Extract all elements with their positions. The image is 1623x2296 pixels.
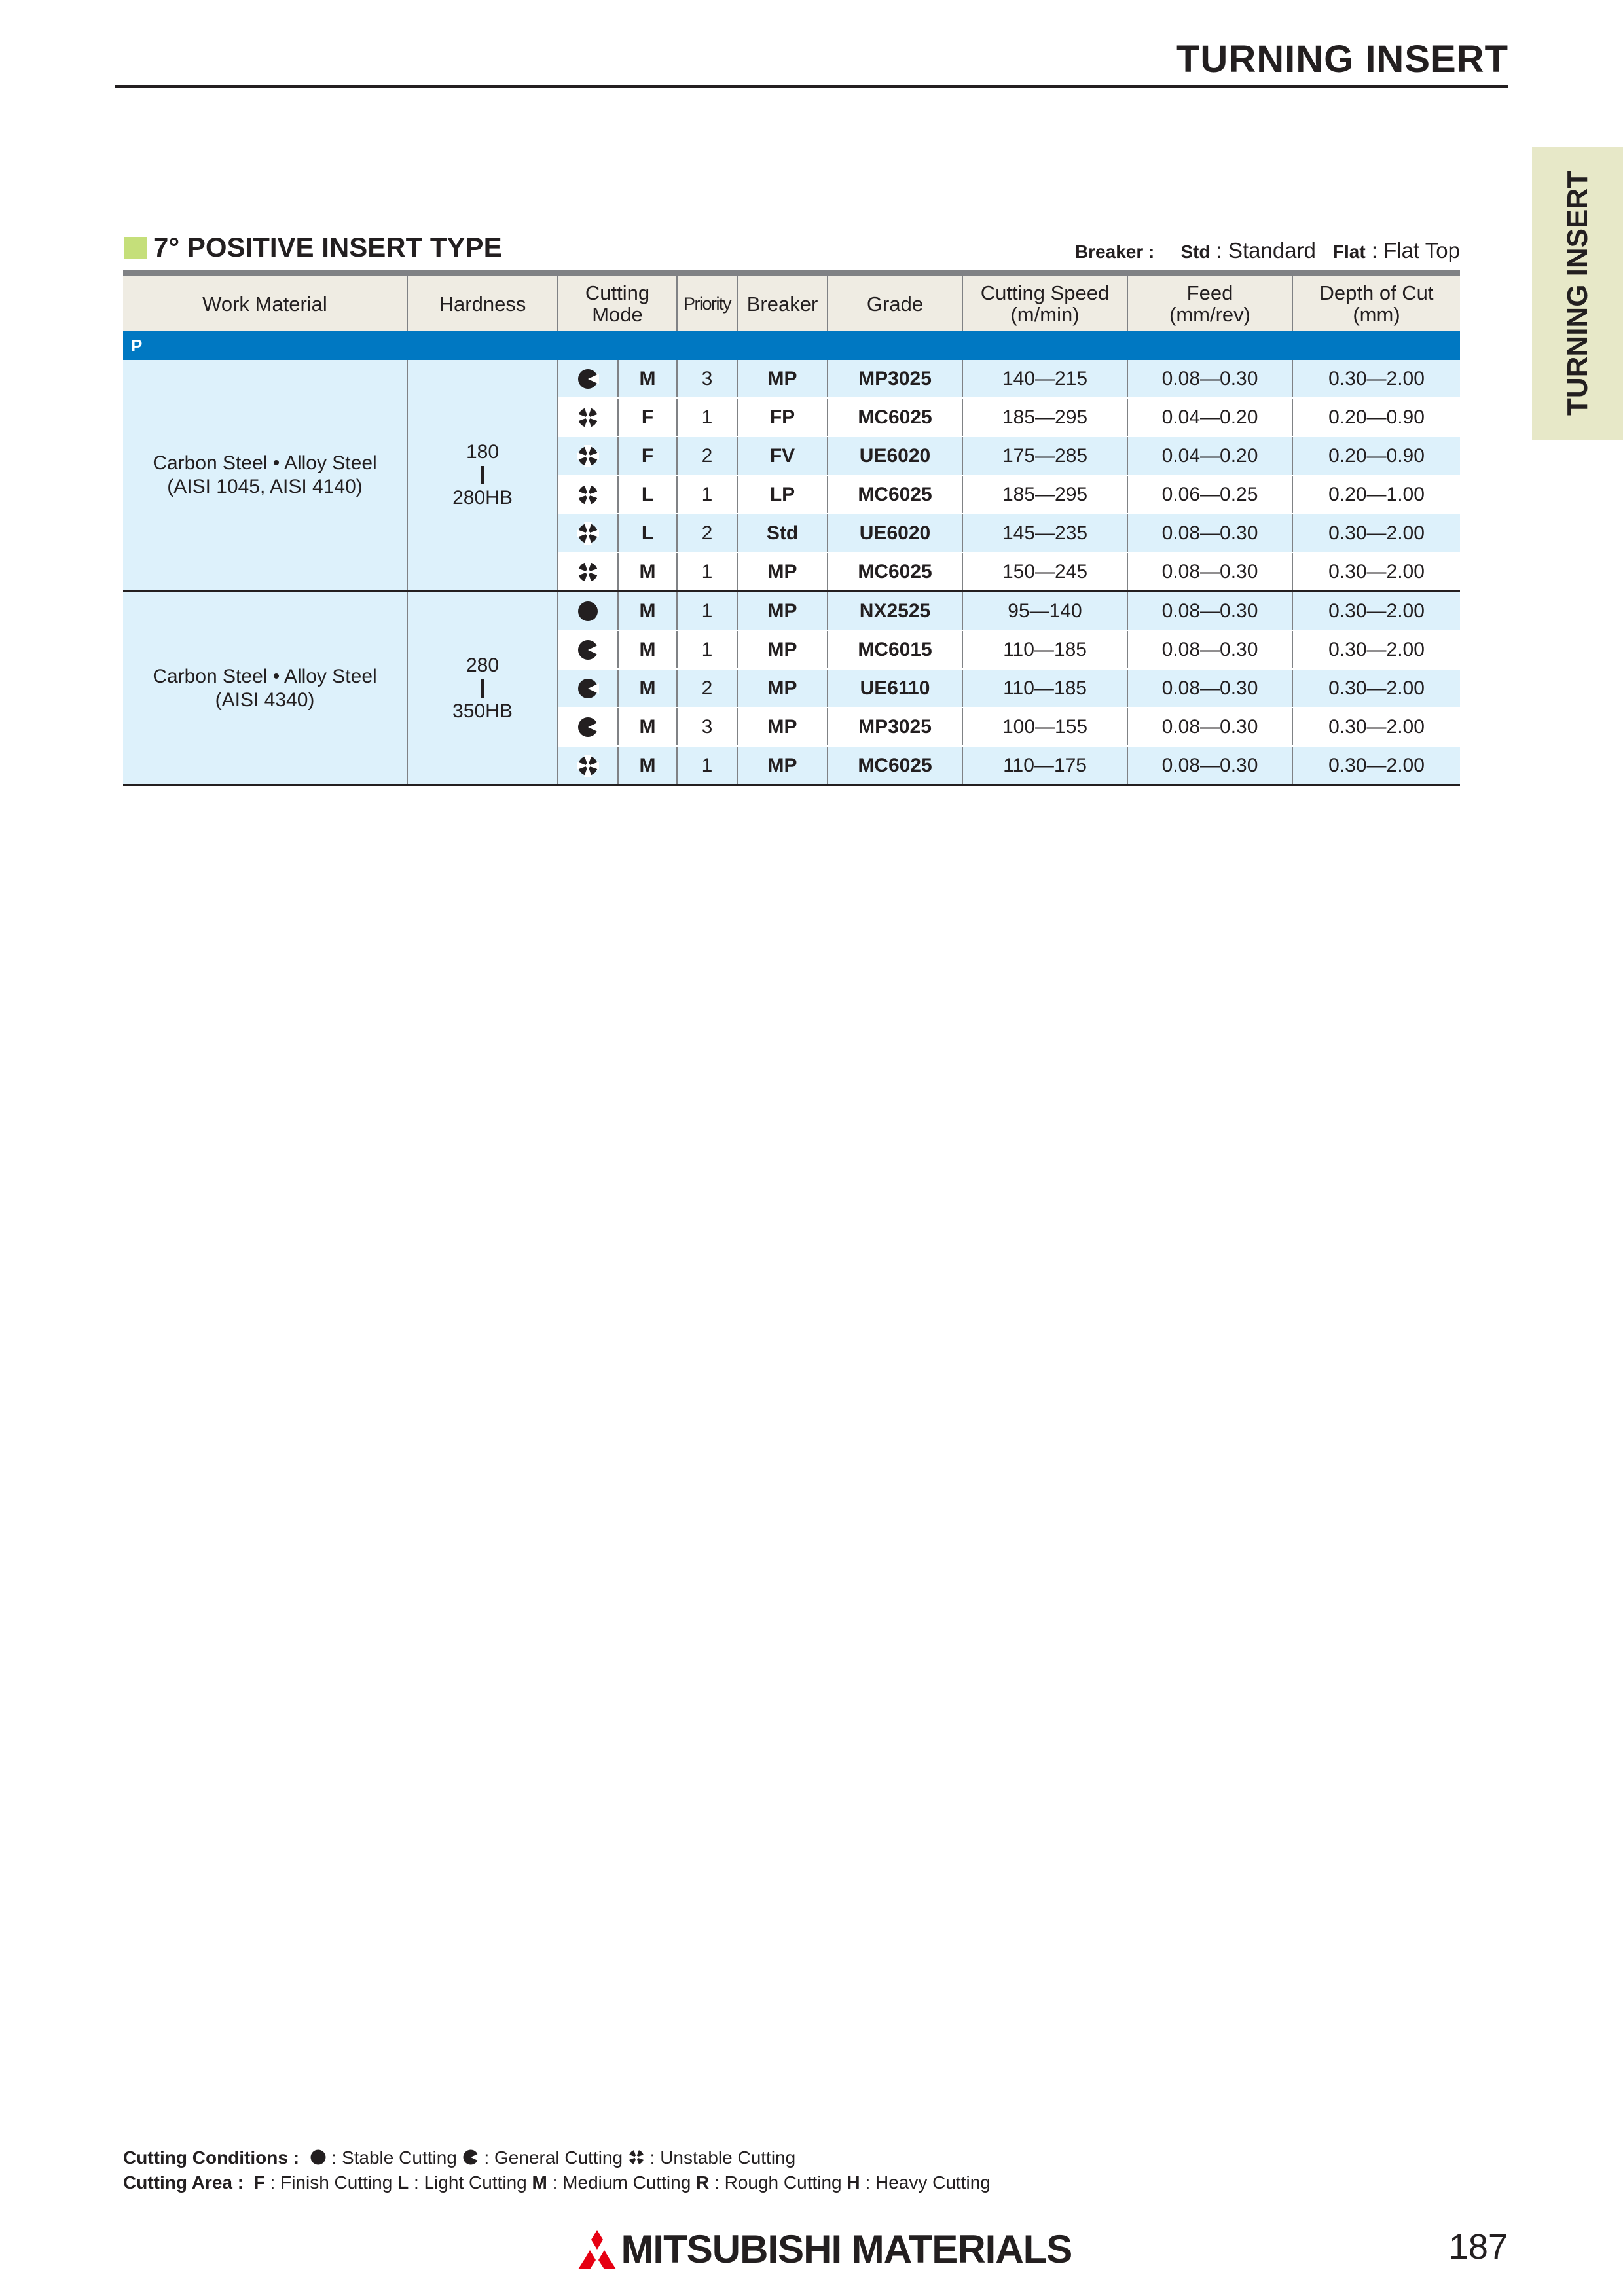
header-cutting-mode: Cutting Mode [558, 273, 677, 331]
breaker-cell: MP [737, 630, 828, 669]
grade-cell: MP3025 [828, 360, 962, 398]
cutting-area-cell: M [618, 360, 677, 398]
cutting-area-cell: M [618, 552, 677, 592]
brand-name: MITSUBISHI MATERIALS [621, 2227, 1072, 2271]
breaker-cell: MP [737, 592, 828, 631]
cutting-speed-cell: 110—185 [962, 669, 1127, 708]
cutting-area-cell: M [618, 708, 677, 746]
stable-cutting-icon [577, 600, 599, 622]
table-row [123, 360, 1460, 398]
header-work-material: Work Material [123, 273, 407, 331]
grade-cell: UE6020 [828, 514, 962, 552]
area-r-text: : Rough Cutting [714, 2172, 842, 2193]
legend-std-text: : Standard [1216, 238, 1316, 262]
cutting-speed-cell: 95—140 [962, 592, 1127, 631]
unstable-cutting-icon [577, 755, 599, 777]
cutting-speed-cell: 110—175 [962, 746, 1127, 785]
feed-cell: 0.04—0.20 [1127, 437, 1292, 475]
table-row [123, 592, 1460, 631]
breaker-cell: MP [737, 746, 828, 785]
feed-cell: 0.08—0.30 [1127, 669, 1292, 708]
footnotes [123, 2145, 991, 2195]
material-group-row [123, 331, 1460, 360]
cutting-area-cell: M [618, 592, 677, 631]
section-title: 7° POSITIVE INSERT TYPE [153, 232, 502, 262]
grade-cell: NX2525 [828, 592, 962, 631]
breaker-cell: LP [737, 475, 828, 514]
cutting-area-cell: M [618, 669, 677, 708]
depth-of-cut-cell: 0.30—2.00 [1292, 592, 1460, 631]
cutting-speed-cell: 175—285 [962, 437, 1127, 475]
breaker-cell: FV [737, 437, 828, 475]
breaker-cell: MP [737, 669, 828, 708]
cutting-condition-cell [558, 360, 618, 398]
depth-of-cut-cell: 0.30—2.00 [1292, 552, 1460, 592]
feed-cell: 0.08—0.30 [1127, 360, 1292, 398]
area-h-text: : Heavy Cutting [865, 2172, 991, 2193]
legend-flat-code: Flat [1332, 242, 1366, 262]
breaker-legend [1075, 238, 1460, 263]
table-header-row [123, 273, 1460, 331]
cutting-condition-cell [558, 746, 618, 785]
cutting-area-cell: M [618, 746, 677, 785]
general-cutting-text: : General Cutting [484, 2147, 623, 2168]
area-m-code: M [532, 2172, 547, 2193]
feed-cell: 0.08—0.30 [1127, 746, 1292, 785]
breaker-cell: FP [737, 398, 828, 437]
work-material-cell: Carbon Steel • Alloy Steel (AISI 4340) [123, 592, 407, 785]
priority-cell: 1 [677, 398, 737, 437]
area-f-code: F [253, 2172, 265, 2193]
page-number: 187 [1448, 2227, 1508, 2267]
cutting-speed-cell: 100—155 [962, 708, 1127, 746]
feed-cell: 0.08—0.30 [1127, 514, 1292, 552]
priority-cell: 3 [677, 708, 737, 746]
feed-cell: 0.08—0.30 [1127, 630, 1292, 669]
grade-cell: MC6025 [828, 475, 962, 514]
cutting-condition-cell [558, 708, 618, 746]
grade-cell: MC6025 [828, 746, 962, 785]
priority-cell: 1 [677, 746, 737, 785]
grade-cell: MC6025 [828, 398, 962, 437]
header-grade: Grade [828, 273, 962, 331]
brand-logo [576, 2227, 1072, 2274]
work-material-cell: Carbon Steel • Alloy Steel (AISI 1045, AISI 4140) [123, 360, 407, 592]
section-bullet-icon [124, 237, 147, 259]
cutting-condition-cell [558, 437, 618, 475]
general-cutting-icon [577, 716, 599, 738]
three-diamonds-icon [576, 2230, 618, 2269]
header-hardness: Hardness [407, 273, 558, 331]
side-tab-label: TURNING INSERT [1561, 171, 1594, 416]
depth-of-cut-cell: 0.30—2.00 [1292, 514, 1460, 552]
hardness-cell: 180 280HB [407, 360, 558, 592]
area-h-code: H [847, 2172, 860, 2193]
general-cutting-icon [577, 368, 599, 390]
stable-cutting-text: : Stable Cutting [331, 2147, 457, 2168]
area-l-text: : Light Cutting [413, 2172, 527, 2193]
unstable-cutting-icon [577, 445, 599, 467]
depth-of-cut-cell: 0.30—2.00 [1292, 669, 1460, 708]
depth-of-cut-cell: 0.20—0.90 [1292, 398, 1460, 437]
priority-cell: 1 [677, 475, 737, 514]
header-priority: Priority [677, 273, 737, 331]
feed-cell: 0.08—0.30 [1127, 708, 1292, 746]
depth-of-cut-cell: 0.30—2.00 [1292, 746, 1460, 785]
cutting-area-cell: F [618, 437, 677, 475]
unstable-cutting-text: : Unstable Cutting [649, 2147, 796, 2168]
area-l-code: L [397, 2172, 409, 2193]
legend-flat-text: : Flat Top [1371, 238, 1460, 262]
section-header [124, 230, 1460, 270]
priority-cell: 2 [677, 514, 737, 552]
page-header [115, 38, 1508, 88]
cutting-speed-cell: 185—295 [962, 398, 1127, 437]
grade-cell: MC6015 [828, 630, 962, 669]
grade-cell: MC6025 [828, 552, 962, 592]
priority-cell: 1 [677, 552, 737, 592]
cutting-speed-cell: 150—245 [962, 552, 1127, 592]
priority-cell: 2 [677, 437, 737, 475]
unstable-cutting-icon [577, 484, 599, 506]
feed-cell: 0.08—0.30 [1127, 592, 1292, 631]
general-cutting-icon [462, 2147, 479, 2164]
grade-cell: MP3025 [828, 708, 962, 746]
feed-cell: 0.04—0.20 [1127, 398, 1292, 437]
header-cutting-speed: Cutting Speed (m/min) [962, 273, 1127, 331]
priority-cell: 1 [677, 630, 737, 669]
cutting-speed-cell: 140—215 [962, 360, 1127, 398]
grade-cell: UE6110 [828, 669, 962, 708]
footnote-conditions [123, 2145, 991, 2170]
cutting-condition-cell [558, 630, 618, 669]
area-label: Cutting Area : [123, 2172, 244, 2193]
stable-cutting-icon [310, 2147, 327, 2164]
breaker-legend-label: Breaker : [1074, 242, 1155, 262]
cutting-condition-cell [558, 669, 618, 708]
cutting-condition-cell [558, 592, 618, 631]
cutting-area-cell: M [618, 630, 677, 669]
header-breaker: Breaker [737, 273, 828, 331]
cutting-speed-cell: 185—295 [962, 475, 1127, 514]
general-cutting-icon [577, 639, 599, 661]
priority-cell: 3 [677, 360, 737, 398]
cutting-speed-cell: 145—235 [962, 514, 1127, 552]
header-feed: Feed (mm/rev) [1127, 273, 1292, 331]
depth-of-cut-cell: 0.30—2.00 [1292, 630, 1460, 669]
cutting-condition-cell [558, 514, 618, 552]
cutting-area-cell: F [618, 398, 677, 437]
breaker-cell: Std [737, 514, 828, 552]
breaker-cell: MP [737, 708, 828, 746]
legend-std-code: Std [1180, 242, 1211, 262]
cutting-condition-cell [558, 475, 618, 514]
conditions-label: Cutting Conditions : [123, 2147, 300, 2168]
table-body [123, 360, 1460, 785]
depth-of-cut-cell: 0.30—2.00 [1292, 360, 1460, 398]
priority-cell: 2 [677, 669, 737, 708]
side-tab [1532, 147, 1623, 440]
general-cutting-icon [577, 677, 599, 700]
feed-cell: 0.08—0.30 [1127, 552, 1292, 592]
cutting-conditions-table [123, 270, 1460, 786]
page-title: TURNING INSERT [1176, 38, 1508, 81]
footnote-area [123, 2170, 991, 2195]
header-depth-of-cut: Depth of Cut (mm) [1292, 273, 1460, 331]
priority-cell: 1 [677, 592, 737, 631]
unstable-cutting-icon [577, 406, 599, 429]
unstable-cutting-icon [577, 522, 599, 545]
cutting-condition-cell [558, 398, 618, 437]
depth-of-cut-cell: 0.20—0.90 [1292, 437, 1460, 475]
cutting-condition-cell [558, 552, 618, 592]
hardness-cell: 280 350HB [407, 592, 558, 785]
feed-cell: 0.06—0.25 [1127, 475, 1292, 514]
cutting-area-cell: L [618, 475, 677, 514]
cutting-speed-cell: 110—185 [962, 630, 1127, 669]
breaker-cell: MP [737, 552, 828, 592]
unstable-cutting-icon [628, 2147, 645, 2164]
unstable-cutting-icon [577, 561, 599, 583]
area-m-text: : Medium Cutting [552, 2172, 691, 2193]
depth-of-cut-cell: 0.30—2.00 [1292, 708, 1460, 746]
area-f-text: : Finish Cutting [270, 2172, 393, 2193]
area-r-code: R [696, 2172, 710, 2193]
depth-of-cut-cell: 0.20—1.00 [1292, 475, 1460, 514]
material-group-label: P [123, 331, 1460, 360]
breaker-cell: MP [737, 360, 828, 398]
cutting-area-cell: L [618, 514, 677, 552]
grade-cell: UE6020 [828, 437, 962, 475]
